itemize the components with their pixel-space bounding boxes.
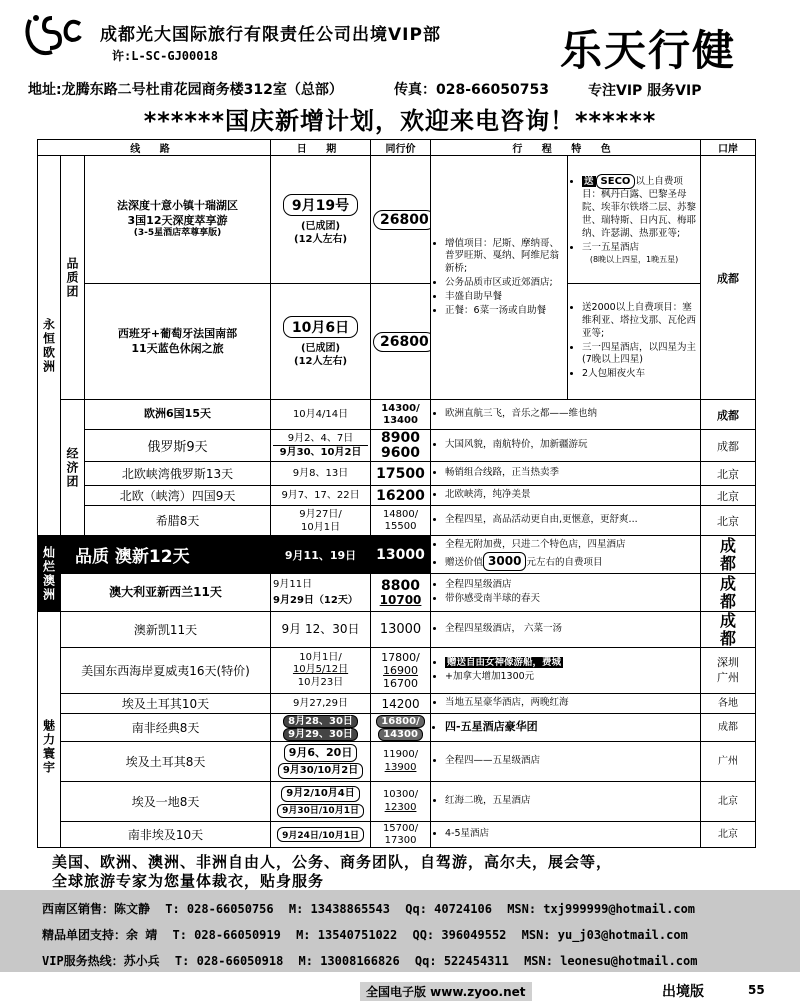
price-value: 16800/ [376, 715, 424, 728]
table-header-row [38, 140, 756, 156]
feature-item: • 送2000以上自费项目：塞维利亚、塔拉戈那、瓦伦西亚等; [582, 302, 698, 340]
route-name: 品质 澳新12天 [61, 536, 271, 574]
route-note: (3-5星酒店萃尊享版) [133, 227, 222, 238]
header-date: 日 期 [271, 140, 371, 156]
contact-tel: T: 028-66050756 [165, 902, 274, 916]
contact-role: 精品单团支持：余 靖 [42, 928, 158, 942]
route-name: 美国东西海岸夏威夷16天(特价) [61, 648, 271, 694]
table-row [38, 462, 756, 486]
empty-cell [38, 612, 61, 648]
table-row [38, 400, 756, 430]
port-cell: 成都 [701, 574, 756, 612]
date-value-3: 10月23日 [297, 676, 344, 688]
company-name: 成都光大国际旅行有限责任公司出境VIP部 [100, 25, 441, 45]
route-name: 澳新凯11天 [61, 612, 271, 648]
port-cell: 广州 [701, 742, 756, 782]
price-value: 10300/ [382, 789, 419, 801]
feature-text: 元左右的自费项目 [526, 557, 603, 569]
date-cell [271, 782, 371, 822]
feature-cell [431, 486, 701, 506]
date-value-2: 9月30日/10月1日 [277, 804, 364, 819]
port-cell: 北京 [701, 782, 756, 822]
feature-item: • 欧洲直航三飞，音乐之都——维也纳 [445, 408, 698, 421]
price-value: 26800 [373, 210, 431, 230]
date-cell [271, 430, 371, 462]
table-row [38, 742, 756, 782]
port-cell: 北京 [701, 822, 756, 848]
date-value: 9月2/10月4日 [281, 786, 359, 802]
price-value: 14800/ 15500 [371, 506, 431, 536]
date-value-2: 9月29、30日 [283, 728, 358, 741]
feature-cell [431, 648, 701, 694]
price-value-2: 9600 [381, 444, 421, 461]
date-cell [271, 156, 371, 284]
route-name: 北欧峡湾俄罗斯13天 [85, 462, 271, 486]
route-name: 西班牙+葡萄牙法国南部 11天蓝色休闲之旅 [117, 327, 238, 355]
feature-item: • 全程四星级酒店， 六菜一汤 [445, 623, 698, 636]
feature-cell [431, 536, 701, 574]
contact-qq: QQ: 396049552 [412, 928, 507, 942]
feature-cell [431, 462, 701, 486]
feature-item: • 带你感受南半球的春天 [445, 593, 698, 606]
port-cell: 成都 [701, 714, 756, 742]
feature-item: • 大国风貌，南航特价，加新疆游玩 [445, 439, 698, 452]
contact-mobile: M: 13540751022 [296, 928, 398, 942]
gift-label: 送 [584, 175, 594, 187]
edition-label: 出境版 [662, 984, 704, 1000]
feature-item: • 全程四星级酒店 [445, 579, 698, 592]
date-value-2: 9月30/10月2日 [278, 763, 363, 779]
feature-item: • 三一四星酒店，以四星为主(7晚以上四星) [582, 342, 698, 368]
contact-row [42, 926, 792, 943]
contact-msn: MSN: leonesu@hotmail.com [524, 954, 698, 968]
feature-item: • 4-5星酒店 [445, 828, 698, 841]
brand-logo-text: 乐天行健 [560, 26, 737, 75]
port-cell: 各地 [701, 694, 756, 714]
table-row [38, 574, 756, 612]
seco-tag: SECO [596, 174, 636, 190]
feature-cell [431, 714, 701, 742]
feature-item: • 全程四——五星级酒店 [445, 755, 698, 768]
quality-features-right-top [568, 156, 701, 284]
table-row [38, 536, 756, 574]
group-europe: 永恒欧洲 [38, 156, 61, 536]
date-value-2: 9月29日（12天） [273, 595, 358, 606]
services-description [52, 853, 772, 891]
feature-item: • 全程四星，高品活动更自由,更惬意，更舒爽... [445, 514, 698, 527]
table-row [38, 284, 756, 400]
route-name: 埃及土耳其8天 [61, 742, 271, 782]
table-row [38, 694, 756, 714]
price-value: 13000 [371, 536, 431, 574]
feature-item: • 三一五星酒店 [582, 242, 698, 255]
price-value: 8900 [381, 429, 421, 446]
feature-cell [431, 506, 701, 536]
route-name: 法深度十意小镇十瑞湖区 3国12天深度萃享游 [117, 199, 239, 227]
port-cell: 北京 [701, 506, 756, 536]
date-value: 9月 12、30日 [271, 612, 371, 648]
date-value: 9月7、17、22日 [271, 486, 371, 506]
company-logo-icon [22, 12, 84, 58]
port-cell: 北京 [701, 462, 756, 486]
table-row [38, 648, 756, 694]
route-name: 北欧（峡湾）四国9天 [85, 486, 271, 506]
date-cell [271, 714, 371, 742]
route-name: 南非埃及10天 [61, 822, 271, 848]
feature-cell [431, 574, 701, 612]
feature-item: • 增值项目：尼斯、摩纳哥、普罗旺斯、戛纳、阿维尼翁新桥; [445, 238, 565, 276]
feature-cell [431, 822, 701, 848]
quality-features-right-bottom [568, 284, 701, 400]
price-value-2: 16900 [383, 664, 419, 678]
route-name: 希腊8天 [85, 506, 271, 536]
date-value-2: 10月5/12日 [292, 664, 349, 676]
feature-item: • 全程无附加费，只进二个特色店，四星酒店 [445, 539, 698, 552]
feature-cell [431, 400, 701, 430]
header-price: 同行价 [371, 140, 431, 156]
price-value: 17800/ [381, 650, 420, 664]
services-line-2: 全球旅游专家为您量体裁衣，贴身服务 [52, 872, 325, 890]
quality-features-left [431, 156, 568, 400]
header-features: 行 程 特 色 [431, 140, 701, 156]
port-cell: 成都 [701, 430, 756, 462]
date-value: 9月19号 [283, 194, 358, 216]
price-value: 16200 [371, 486, 431, 506]
price-value: 14300/ 13400 [371, 400, 431, 430]
contact-role: VIP服务热线：苏小兵 [42, 954, 160, 968]
office-address: 地址:龙腾东路二号杜甫花园商务楼312室（总部） [28, 82, 343, 98]
feature-item: • 丰盛自助早餐 [445, 291, 565, 304]
gift-value: 3000 [483, 552, 526, 570]
price-value-2: 13900 [384, 761, 417, 773]
feature-cell [431, 430, 701, 462]
port-cell: 成都 [701, 400, 756, 430]
group-charm: 魅力寰宇 [38, 648, 61, 848]
contact-tel: T: 028-66050919 [172, 928, 281, 942]
feature-cell [431, 782, 701, 822]
feature-item: • 北欧峡湾，纯净美景 [445, 489, 698, 502]
feature-text: 赠送自由女神像游船，费城 [447, 657, 562, 669]
feature-item: • 公务品质市区或近郊酒店; [445, 277, 565, 290]
date-value: 9月27,29日 [271, 694, 371, 714]
contact-row [42, 900, 792, 917]
date-cell [271, 648, 371, 694]
feature-item: • 红海二晚，五星酒店 [445, 795, 698, 808]
feature-text: 赠送价值 [445, 557, 484, 569]
contact-qq: Qq: 40724106 [405, 902, 492, 916]
group-australia: 灿烂澳洲 [38, 536, 61, 612]
feature-text: 以上自费项目：枫丹白露、巴黎圣母院、埃菲尔铁塔二层、苏黎世、瑞特斯、日内瓦、梅耶纳、许瑟湖、热那亚等; [582, 175, 697, 239]
route-cell [85, 284, 271, 400]
services-line-1: 美国、欧洲、澳洲、非洲自由人，公务、商务团队，自驾游，高尔夫，展会等， [52, 853, 613, 871]
price-value-3: 16700 [383, 677, 419, 691]
price-cell [371, 782, 431, 822]
contact-row [42, 952, 792, 969]
date-value: 9月11、19日 [271, 536, 371, 574]
contact-msn: MSN: txj999999@hotmail.com [507, 902, 696, 916]
group-economy: 经济团 [61, 400, 85, 536]
price-value: 13000 [371, 612, 431, 648]
feature-item [445, 657, 698, 670]
date-value: 9月8、13日 [271, 462, 371, 486]
header-route: 线 路 [38, 140, 271, 156]
date-value: 9月27日/ 10月1日 [271, 506, 371, 536]
price-value: 8800 [381, 577, 421, 594]
table-row [38, 156, 756, 284]
table-row [38, 782, 756, 822]
feature-cell [431, 612, 701, 648]
price-cell [371, 156, 431, 284]
date-cell [271, 284, 371, 400]
price-cell [371, 574, 431, 612]
date-value: 10月6日 [283, 316, 358, 338]
price-cell [371, 714, 431, 742]
route-cell [85, 156, 271, 284]
date-value: 10月1日/ [299, 651, 342, 663]
price-value-2: 10700 [379, 592, 422, 607]
price-value: 14200 [371, 694, 431, 714]
price-cell [371, 742, 431, 782]
table-row [38, 714, 756, 742]
route-name: 欧洲6国15天 [85, 400, 271, 430]
route-name: 埃及土耳其10天 [61, 694, 271, 714]
contact-mobile: M: 13438865543 [288, 902, 391, 916]
price-value: 26800 [373, 332, 431, 352]
date-value: 8月28、30日 [283, 715, 358, 728]
port-cell: 成都 [701, 536, 756, 574]
feature-item: • +加拿大增加1300元 [445, 671, 698, 684]
feature-item [582, 174, 698, 241]
contact-msn: MSN: yu_j03@hotmail.com [521, 928, 688, 942]
date-note: (已成团) (12人左右) [294, 220, 348, 245]
hotel-note: (8晚以上四星，1晚五星) [589, 255, 679, 265]
page-number: 55 [748, 983, 765, 997]
group-quality: 品质团 [61, 156, 85, 400]
feature-cell [431, 742, 701, 782]
date-value: 9月6、20日 [284, 744, 358, 761]
fax-number: 传真：028-66050753 [394, 82, 549, 98]
table-row [38, 486, 756, 506]
feature-cell [431, 694, 701, 714]
table-row [38, 612, 756, 648]
license-number: 许:L-SC-GJ00018 [112, 49, 218, 63]
header-port: 口岸 [701, 140, 756, 156]
route-name: 南非经典8天 [61, 714, 271, 742]
date-value: 9月24日/10月1日 [277, 827, 364, 842]
contact-mobile: M: 13008166826 [298, 954, 400, 968]
date-cell [271, 574, 371, 612]
feature-item [445, 552, 698, 570]
table-row [38, 430, 756, 462]
price-value-2: 14300 [378, 728, 423, 741]
feature-item: • 当地五星豪华酒店，两晚红海 [445, 697, 698, 710]
feature-item: • 四-五星酒店豪华团 [445, 720, 698, 735]
contact-tel: T: 028-66050918 [174, 954, 284, 968]
contact-qq: Qq: 522454311 [414, 954, 509, 968]
price-value-2: 12300 [384, 801, 417, 813]
date-value: 9月11日 [273, 579, 313, 590]
feature-item: • 正餐：6菜一汤或自助餐 [445, 305, 565, 318]
port-cell: 北京 [701, 486, 756, 506]
price-value: 11900/ [382, 749, 419, 761]
promo-headline: ******国庆新增计划，欢迎来电咨询！****** [143, 107, 657, 135]
tour-table [37, 139, 756, 848]
port-cell: 成都 [701, 156, 756, 400]
brand-slogan: 专注VIP 服务VIP [588, 83, 702, 99]
table-row [38, 822, 756, 848]
price-value: 15700/ 17300 [371, 822, 431, 848]
website-link[interactable]: 全国电子版 www.zyoo.net [360, 982, 532, 1001]
price-cell [371, 430, 431, 462]
feature-item: • 畅销组合线路，正当热卖季 [445, 467, 698, 480]
date-note: (已成团) (12人左右) [294, 342, 348, 367]
route-name: 埃及一地8天 [61, 782, 271, 822]
date-value: 10月4/14日 [271, 400, 371, 430]
price-cell [371, 648, 431, 694]
feature-item: • 2人包厢夜火车 [582, 368, 698, 381]
port-cell: 深圳 广州 [701, 648, 756, 694]
route-name: 俄罗斯9天 [85, 430, 271, 462]
price-cell [371, 284, 431, 400]
table-row [38, 506, 756, 536]
date-cell [271, 822, 371, 848]
date-value-2: 9月30、10月2日 [273, 445, 368, 459]
contact-role: 西南区销售：陈文静 [42, 902, 151, 916]
port-cell: 成都 [701, 612, 756, 648]
date-cell [271, 742, 371, 782]
route-name: 澳大利亚新西兰11天 [61, 574, 271, 612]
date-value: 9月2、4、7日 [287, 433, 354, 444]
price-value: 17500 [371, 462, 431, 486]
